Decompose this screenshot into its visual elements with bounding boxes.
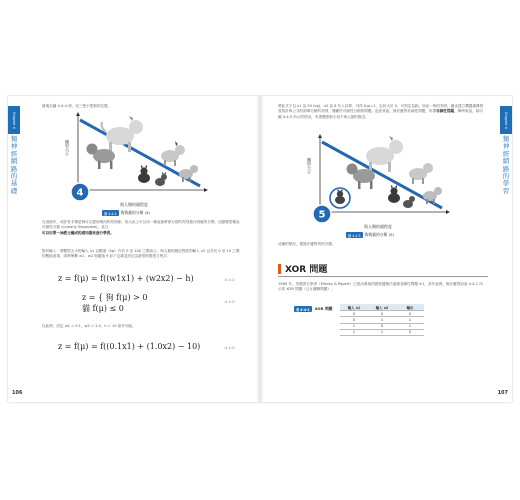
- section-divider: [278, 276, 488, 277]
- left-page: [8, 96, 260, 402]
- table-cell: 0: [396, 311, 424, 317]
- left-paragraph-1: 在這個中，或許有手像是例可以畫到幾何的判別線，但大致上可以用一條直線將兩分群的判別進行明確的分開，這類模型稱為可線性分類 (Linearly Separable)，並且 可以用單一神經元構成的感知器來進行學習。: [42, 220, 240, 235]
- section-marker: [278, 264, 281, 274]
- chapter-tab-left: [8, 106, 20, 206]
- equation-4-4-2b: 貓 f(μ) ≤ 0: [82, 304, 124, 313]
- right-intro: 將此式子以 x1 為 50 (kg)，x2 為 6 代入計算，可得 f(μ)=1，由於大於 0，可判定為狗。如此一般的判別，藉由建立機器複雜程度的計算公式的兩筆分類的判別，僅顯於可線性分類的問題。追述來說，無法應對非線性問題，所謂非線性問題，舉例來說，如同圖 4-4-5 所示的情況，有著體型較小但不與人類的親近。: [278, 104, 484, 119]
- chapter-tab-right: [500, 106, 512, 206]
- figure-tag: 圖 4-4-5: [348, 233, 361, 238]
- table-cell: 1: [368, 329, 396, 335]
- page-number-right: 107: [497, 390, 508, 396]
- column-header: 輸入 x1: [340, 304, 368, 311]
- column-header: 輸入 x2: [368, 304, 396, 311]
- y-axis-label: 體型大小: [307, 158, 312, 174]
- step-number: 4: [76, 187, 84, 199]
- step-number: 5: [318, 209, 326, 221]
- equation-number: （4.4.1）: [222, 278, 238, 282]
- table-title: XOR 問題: [314, 306, 333, 311]
- table-tag: 表 4-4-1: [296, 307, 310, 312]
- chapter-title: 類神經網路的學習: [502, 135, 510, 195]
- chapter-title: 類神經網路的基礎: [10, 135, 18, 195]
- figure-dog-cat-5: [300, 134, 450, 226]
- cat-icon: [403, 196, 415, 208]
- equation-number: （4.4.3）: [222, 346, 238, 350]
- table-cell: 1: [368, 317, 396, 323]
- figure-caption: [102, 210, 150, 216]
- table-row: [340, 329, 424, 335]
- dog-icon: [409, 163, 433, 184]
- highlighted-cat: [330, 188, 350, 208]
- right-page: [260, 96, 512, 402]
- figure-caption: [346, 232, 394, 238]
- x-axis-label: 與人類的親程度: [364, 224, 392, 229]
- figure-dog-cat-4: [58, 112, 208, 204]
- dog-icon: [102, 116, 144, 152]
- section-title-xor: XOR 問題: [278, 262, 327, 275]
- book-spread: [8, 96, 512, 402]
- table-cell: 1: [340, 329, 368, 335]
- left-paragraph-2: 對於輸入：將體型大小的輸入 x1 以體重（kg）介於 0 至 100 之間表示，與人類的親近程度的輸入 x2 以介於 0 至 10 之間的數值表現，兩將係數 w1、w2 與閾值 θ 如下定義並設定為最型的模型方程式：: [42, 249, 240, 259]
- cat-icon: [388, 185, 400, 203]
- table-caption: [294, 306, 332, 312]
- left-note: 以此例，設定 w1 = 0.1，w2 = 1.0，h = 10 似乎可能。: [42, 324, 136, 328]
- table-cell: 1: [396, 317, 424, 323]
- table-cell: 0: [340, 311, 368, 317]
- left-intro: 最後在圖 4-4-4 裡，這三隻小型狗的位置。: [42, 104, 112, 108]
- column-header: 輸出: [396, 304, 424, 311]
- table-cell: 0: [368, 323, 396, 329]
- bold-statement: 可以用單一神經元構成的感知器來進行學習。: [42, 230, 114, 235]
- step-badge: [71, 183, 89, 201]
- page-number-left: 106: [12, 390, 23, 396]
- cat-icon: [138, 165, 150, 183]
- table-cell: 0: [396, 329, 424, 335]
- right-after-figure: 這種的情況，便無法應對判別分類。: [278, 242, 336, 246]
- equation-4-4-2a: z = { 狗 f(μ) > 0: [82, 293, 148, 302]
- figure-caption-text: 夠與貓的分類 (4): [120, 210, 150, 215]
- chapter-tag: Chapter 4: [500, 106, 512, 134]
- cat-icon: [155, 172, 167, 186]
- figure-caption-text: 夠與貓的分類 (5): [364, 232, 394, 237]
- step-badge: [313, 205, 331, 223]
- table-cell: 1: [396, 323, 424, 329]
- table-header-row: [340, 304, 424, 311]
- equation-4-4-1: z = f(μ) = f((w1x1) + (w2x2) − h): [58, 274, 194, 283]
- equation-number: （4.4.2）: [222, 300, 238, 304]
- table-cell: 1: [340, 323, 368, 329]
- dog-icon: [161, 141, 185, 166]
- chapter-tag: Chapter 4: [8, 106, 20, 134]
- y-axis-label: 體型大小: [65, 140, 70, 156]
- right-paragraph-1: 1969 年，美國著名學者（Minsky & Papert）已指出單純的感知器無法處理非線性問題 ※1，其代表例，無法應對如表 4-4-1 所示的 XOR 問題（互斥邏輯問題）。: [278, 282, 483, 292]
- figure-tag: 圖 4-4-4: [104, 211, 117, 216]
- dog-icon: [366, 136, 403, 172]
- x-axis-label: 與人類的親程度: [120, 202, 148, 207]
- table-cell: 0: [340, 317, 368, 323]
- xor-table: [340, 304, 424, 336]
- bold-term: 非線性問題: [436, 109, 455, 114]
- table-cell: 0: [368, 311, 396, 317]
- equation-4-4-3: z = f(μ) = f((0.1x1) + (1.0x2) − 10): [58, 342, 201, 351]
